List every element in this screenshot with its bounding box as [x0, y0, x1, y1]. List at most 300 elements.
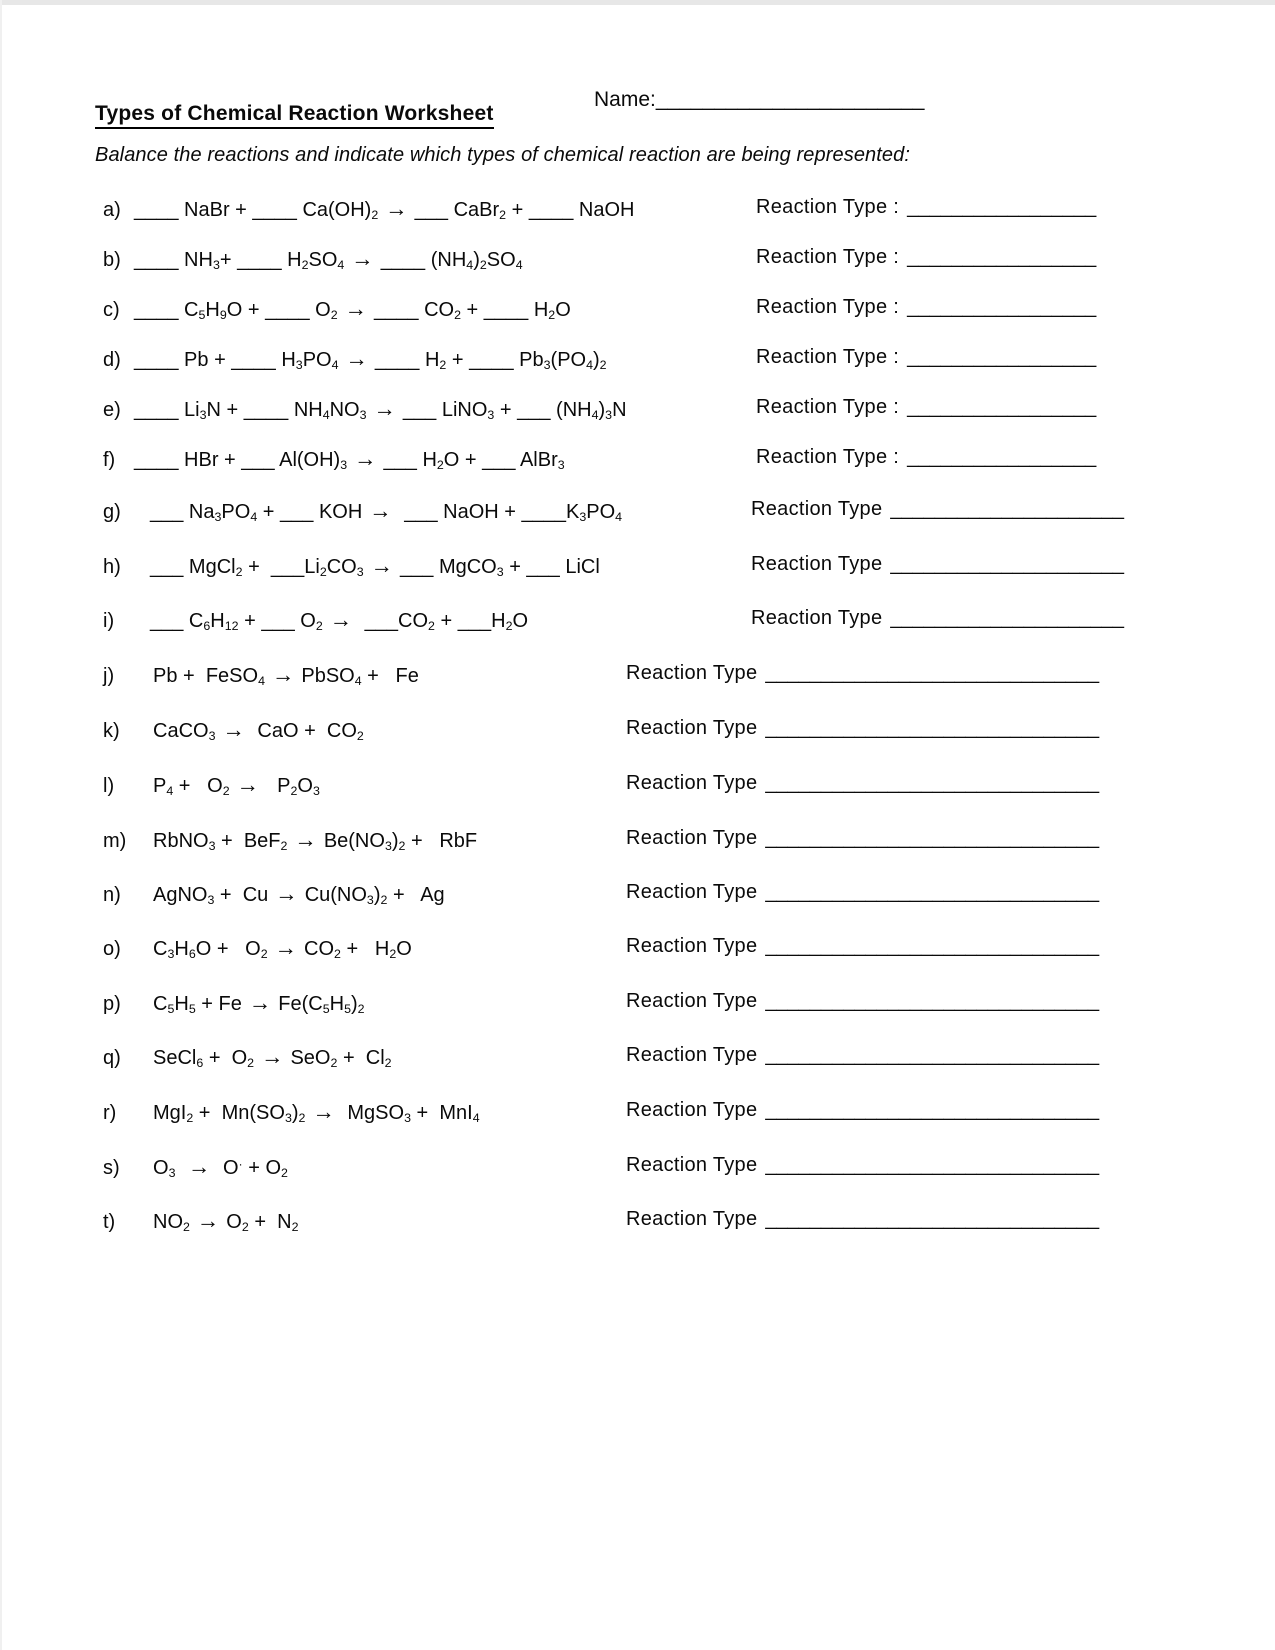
formula-subscript: 2: [222, 783, 230, 798]
formula-text: + ___ LiCl: [503, 556, 600, 578]
right-arrow-icon: →: [271, 662, 295, 687]
formula-superscript: ·: [238, 1156, 243, 1171]
reaction-type-field: [756, 196, 1096, 219]
formula-text: ____ (NH: [380, 249, 467, 271]
formula-text: MgSO: [341, 1102, 405, 1124]
problem-row: [103, 446, 1097, 476]
reaction-type-field: [626, 717, 1099, 740]
formula-text: C: [153, 938, 168, 960]
formula-text: PO: [221, 501, 251, 523]
reaction-type-label: Reaction Type: [626, 1208, 758, 1230]
formula-text: ): [593, 349, 600, 371]
formula-subscript: 2: [454, 307, 461, 322]
equation: [153, 881, 445, 907]
formula-subscript: 2: [548, 307, 556, 322]
right-arrow-icon: →: [275, 881, 298, 906]
problem-row: [103, 990, 1100, 1020]
item-label: d): [103, 349, 121, 371]
formula-subscript: 2: [436, 457, 444, 472]
reaction-type-field: [626, 990, 1099, 1013]
formula-subscript: 2: [260, 946, 268, 961]
formula-text: H: [210, 610, 225, 632]
formula-text: + ____ H: [219, 249, 302, 271]
problem-row: [103, 498, 1124, 528]
formula-text: + O: [173, 775, 223, 797]
formula-subscript: 5: [198, 307, 206, 322]
formula-subscript: 2: [371, 207, 379, 222]
formula-subscript: 3: [605, 407, 613, 422]
formula-subscript: 12: [224, 618, 239, 633]
formula-text: + RbF: [405, 830, 478, 852]
formula-text: ___ H: [383, 449, 437, 471]
equation: [153, 935, 412, 961]
reaction-type-field: [751, 607, 1124, 630]
problem-row: [103, 607, 1124, 637]
reaction-type-field: [626, 1154, 1099, 1177]
formula-subscript: 2: [186, 1110, 194, 1125]
problem-row: [103, 346, 1097, 376]
formula-text: ____ Li: [134, 399, 200, 421]
formula-subscript: 2: [247, 1055, 255, 1070]
formula-subscript: 6: [196, 1055, 204, 1070]
formula-text: SeO: [290, 1047, 331, 1069]
formula-text: AgNO: [153, 884, 208, 906]
formula-subscript: 5: [167, 1001, 175, 1016]
item-label: e): [103, 399, 121, 421]
reaction-type-field: [626, 881, 1099, 904]
problem-row: [103, 1208, 1100, 1238]
formula-subscript: 4: [615, 509, 623, 524]
reaction-type-blank-line: ______________________________: [765, 717, 1100, 739]
formula-subscript: 6: [188, 946, 196, 961]
right-arrow-icon: →: [261, 1044, 284, 1069]
formula-subscript: 5: [188, 1001, 196, 1016]
equation: [134, 246, 523, 272]
formula-text: + MnI: [410, 1102, 473, 1124]
formula-subscript: 2: [183, 1219, 190, 1234]
reaction-type-blank-line: ______________________________: [765, 935, 1100, 957]
formula-text: ): [350, 993, 358, 1015]
formula-text: (PO: [550, 349, 587, 371]
formula-text: RbNO: [153, 830, 209, 852]
formula-subscript: 3: [340, 457, 348, 472]
reaction-type-field: [626, 1208, 1099, 1231]
formula-subscript: 2: [330, 1055, 338, 1070]
problem-row: [103, 296, 1097, 326]
formula-subscript: 3: [312, 783, 320, 798]
equation: [134, 446, 565, 472]
formula-text: + O: [203, 1047, 248, 1069]
reaction-type-blank-line: _____________________: [890, 607, 1124, 629]
formula-text: ___CO: [359, 610, 429, 632]
formula-subscript: 4: [591, 407, 599, 422]
item-label: i): [103, 610, 115, 632]
problem-row: [103, 396, 1097, 426]
formula-text: H: [174, 993, 189, 1015]
equation: [150, 607, 529, 633]
reaction-type-blank-line: _________________: [907, 396, 1097, 418]
formula-subscript: 2: [499, 207, 507, 222]
reaction-type-label: Reaction Type: [626, 1099, 758, 1121]
formula-subscript: 3: [212, 257, 220, 272]
formula-text: ___ CaBr: [414, 199, 500, 221]
formula-text: Pb + FeSO: [153, 665, 259, 687]
formula-text: ____ NH: [134, 249, 213, 271]
formula-text: ___ C: [150, 610, 204, 632]
formula-subscript: 2: [298, 1110, 306, 1125]
formula-subscript: 3: [384, 838, 392, 853]
formula-text: ____ H: [374, 349, 440, 371]
formula-text: Be(NO: [323, 830, 385, 852]
reaction-type-field: [626, 1099, 1099, 1122]
problem-row: [103, 553, 1124, 583]
reaction-type-label: Reaction Type :: [756, 196, 900, 218]
equation: [153, 827, 478, 853]
reaction-type-blank-line: _________________: [907, 196, 1097, 218]
formula-text: CaCO: [153, 720, 209, 742]
reaction-type-label: Reaction Type: [626, 990, 758, 1012]
formula-text: NO: [153, 1211, 183, 1233]
formula-subscript: 2: [241, 1219, 249, 1234]
item-label: k): [103, 720, 120, 742]
right-arrow-icon: →: [222, 717, 245, 742]
formula-subscript: 3: [487, 407, 495, 422]
formula-subscript: 3: [295, 357, 303, 372]
formula-text: + ___Li: [242, 556, 320, 578]
formula-subscript: 4: [322, 407, 330, 422]
formula-text: ____ CO: [374, 299, 455, 321]
formula-text: + N: [248, 1211, 292, 1233]
formula-subscript: 2: [291, 1219, 299, 1234]
formula-subscript: 4: [515, 257, 523, 272]
item-label: l): [103, 775, 115, 797]
formula-subscript: 4: [466, 257, 474, 272]
problem-row: [103, 881, 1100, 911]
formula-subscript: 3: [199, 407, 207, 422]
item-label: p): [103, 993, 121, 1015]
formula-text: O + ___ AlBr: [443, 449, 558, 471]
right-arrow-icon: →: [385, 196, 408, 221]
formula-text: CO: [326, 556, 357, 578]
formula-subscript: 2: [319, 564, 327, 579]
problem-row: [103, 196, 1097, 226]
formula-text: PbSO: [301, 665, 355, 687]
reaction-type-label: Reaction Type: [626, 772, 758, 794]
page-title: Types of Chemical Reaction Worksheet: [95, 102, 494, 129]
right-arrow-icon: →: [354, 446, 377, 471]
formula-text: ): [598, 399, 606, 421]
reaction-type-field: [751, 498, 1124, 521]
reaction-type-blank-line: ______________________________: [765, 1044, 1100, 1066]
formula-text: ____ C: [134, 299, 199, 321]
formula-subscript: 3: [168, 1165, 176, 1180]
formula-text: O: [153, 1157, 169, 1179]
reaction-type-blank-line: ______________________________: [765, 881, 1100, 903]
formula-subscript: 4: [166, 783, 174, 798]
formula-subscript: 2: [281, 1165, 288, 1180]
name-label: Name:: [594, 88, 656, 111]
reaction-type-blank-line: ______________________________: [765, 662, 1100, 684]
formula-subscript: 3: [543, 357, 551, 372]
reaction-type-field: [626, 827, 1099, 850]
equation: [153, 1208, 299, 1234]
reaction-type-field: [626, 662, 1099, 685]
reaction-type-field: [756, 346, 1096, 369]
reaction-type-blank-line: _________________: [907, 446, 1097, 468]
reaction-type-field: [756, 246, 1096, 269]
item-label: t): [103, 1211, 116, 1233]
formula-subscript: 4: [331, 357, 339, 372]
reaction-type-field: [756, 396, 1096, 419]
formula-text: PO: [586, 501, 616, 523]
right-arrow-icon: →: [344, 296, 368, 321]
formula-subscript: 2: [398, 838, 406, 853]
formula-subscript: 3: [167, 946, 175, 961]
formula-subscript: 4: [258, 673, 265, 688]
formula-text: P: [153, 775, 167, 797]
reaction-type-label: Reaction Type: [751, 498, 883, 520]
formula-subscript: 3: [359, 407, 367, 422]
formula-text: + Cu: [214, 884, 269, 906]
scan-edge-top: [0, 0, 1275, 5]
formula-subscript: 4: [586, 357, 593, 372]
reaction-type-label: Reaction Type: [626, 662, 758, 684]
formula-subscript: 2: [479, 257, 487, 272]
formula-subscript: 2: [599, 357, 607, 372]
right-arrow-icon: →: [248, 990, 272, 1015]
formula-text: C: [153, 993, 168, 1015]
formula-text: H: [329, 993, 345, 1015]
item-label: c): [103, 299, 120, 321]
right-arrow-icon: →: [188, 1154, 211, 1179]
formula-text: + ___H: [434, 610, 506, 632]
reaction-type-blank-line: _____________________: [890, 498, 1124, 520]
reaction-type-field: [756, 446, 1096, 469]
right-arrow-icon: →: [236, 772, 260, 797]
name-field: [594, 88, 924, 112]
formula-subscript: 3: [208, 838, 216, 853]
formula-subscript: 4: [472, 1110, 480, 1125]
reaction-type-blank-line: _____________________: [890, 553, 1124, 575]
item-label: m): [103, 830, 127, 852]
formula-text: O: [297, 775, 313, 797]
formula-subscript: 9: [219, 307, 227, 322]
formula-text: Fe(C: [278, 993, 323, 1015]
formula-text: O: [555, 299, 571, 321]
problem-row: [103, 1099, 1100, 1129]
formula-subscript: 2: [389, 946, 397, 961]
formula-subscript: 2: [505, 618, 513, 633]
formula-text: ): [473, 249, 480, 271]
formula-text: + ____ Pb: [446, 349, 544, 371]
formula-subscript: 3: [496, 564, 504, 579]
item-label: o): [103, 938, 121, 960]
right-arrow-icon: →: [370, 553, 394, 578]
formula-subscript: 3: [366, 892, 374, 907]
formula-subscript: 2: [235, 564, 243, 579]
equation: [153, 990, 365, 1016]
formula-text: PO: [302, 349, 332, 371]
formula-text: ____ Pb + ____ H: [134, 349, 296, 371]
formula-text: ___ MgCl: [150, 556, 236, 578]
problem-row: [103, 935, 1100, 965]
formula-text: + Fe: [361, 665, 419, 687]
item-label: s): [103, 1157, 120, 1179]
reaction-type-blank-line: _________________: [907, 296, 1097, 318]
formula-text: O + ____ O: [226, 299, 331, 321]
reaction-type-label: Reaction Type: [626, 881, 758, 903]
reaction-type-label: Reaction Type: [626, 1154, 758, 1176]
reaction-type-blank-line: ______________________________: [765, 1099, 1100, 1121]
formula-text: O: [512, 610, 529, 632]
formula-subscript: 2: [356, 728, 364, 743]
formula-subscript: 2: [301, 257, 309, 272]
name-blank-line: _______________________: [655, 88, 925, 111]
formula-text: + Cl: [337, 1047, 385, 1069]
formula-text: + Fe: [195, 993, 242, 1015]
problem-row: [103, 662, 1100, 692]
formula-subscript: 3: [557, 457, 565, 472]
formula-text: ____ HBr + ___ Al(OH): [134, 449, 341, 471]
formula-text: NO: [329, 399, 360, 421]
equation: [134, 396, 627, 422]
formula-subscript: 3: [208, 728, 216, 743]
formula-text: + H: [340, 938, 390, 960]
item-label: r): [103, 1102, 117, 1124]
reaction-type-label: Reaction Type :: [756, 296, 900, 318]
equation: [153, 772, 320, 798]
formula-text: ___ LiNO: [402, 399, 488, 421]
right-arrow-icon: →: [369, 498, 392, 523]
problem-row: [103, 246, 1097, 276]
reaction-type-label: Reaction Type: [626, 717, 758, 739]
formula-text: + ___ KOH: [257, 501, 363, 523]
formula-text: [175, 1157, 181, 1179]
equation: [153, 717, 364, 743]
formula-text: N + ____ NH: [206, 399, 323, 421]
formula-text: + O: [242, 1157, 282, 1179]
item-label: n): [103, 884, 121, 906]
formula-subscript: 2: [380, 892, 388, 907]
equation: [150, 553, 600, 579]
item-label: g): [103, 501, 121, 523]
reaction-type-field: [626, 935, 1099, 958]
reaction-type-field: [751, 553, 1124, 576]
right-arrow-icon: →: [312, 1099, 335, 1124]
reaction-type-label: Reaction Type: [751, 553, 883, 575]
reaction-type-label: Reaction Type: [626, 1044, 758, 1066]
formula-text: ____ NaBr + ____ Ca(OH): [134, 199, 372, 221]
formula-subscript: 2: [439, 357, 447, 372]
formula-subscript: 2: [330, 307, 338, 322]
formula-text: ): [373, 884, 381, 906]
equation: [153, 1154, 288, 1180]
equation: [153, 1044, 392, 1070]
formula-text: CO: [304, 938, 335, 960]
reaction-type-blank-line: ______________________________: [765, 772, 1100, 794]
item-label: f): [103, 449, 116, 471]
formula-subscript: 3: [356, 564, 364, 579]
reaction-type-label: Reaction Type :: [756, 446, 900, 468]
formula-text: H: [205, 299, 220, 321]
reaction-type-label: Reaction Type: [626, 935, 758, 957]
equation: [134, 346, 607, 372]
formula-text: ): [291, 1102, 299, 1124]
formula-subscript: 2: [357, 1001, 365, 1016]
item-label: q): [103, 1047, 121, 1069]
equation: [150, 498, 623, 524]
reaction-type-blank-line: _________________: [907, 246, 1097, 268]
reaction-type-field: [626, 1044, 1099, 1067]
right-arrow-icon: →: [294, 827, 317, 852]
right-arrow-icon: →: [345, 346, 368, 371]
equation: [153, 662, 419, 688]
instructions-text: Balance the reactions and indicate which types of chemical reaction are being represented:: [95, 144, 911, 166]
scan-edge-left: [0, 0, 2, 1650]
formula-text: + ____ H: [461, 299, 549, 321]
reaction-type-blank-line: _________________: [907, 346, 1097, 368]
problem-row: [103, 1044, 1100, 1074]
formula-text: SO: [486, 249, 516, 271]
formula-text: + ____ NaOH: [506, 199, 635, 221]
formula-text: + Ag: [387, 884, 445, 906]
formula-subscript: 5: [322, 1001, 330, 1016]
formula-subscript: 5: [344, 1001, 351, 1016]
formula-text: + BeF: [215, 830, 281, 852]
problem-row: [103, 1154, 1100, 1184]
formula-text: H: [174, 938, 189, 960]
formula-subscript: 4: [354, 673, 362, 688]
right-arrow-icon: →: [196, 1208, 220, 1233]
formula-subscript: 3: [404, 1110, 411, 1125]
formula-text: ___ MgCO: [400, 556, 497, 578]
formula-subscript: 4: [337, 257, 345, 272]
reaction-type-label: Reaction Type: [751, 607, 883, 629]
equation: [153, 1099, 480, 1125]
equation: [134, 296, 571, 322]
formula-subscript: 6: [203, 618, 211, 633]
reaction-type-blank-line: ______________________________: [765, 1154, 1100, 1176]
item-label: h): [103, 556, 121, 578]
formula-text: SeCl: [153, 1047, 197, 1069]
formula-text: + Mn(SO: [193, 1102, 285, 1124]
item-label: j): [103, 665, 115, 687]
reaction-type-label: Reaction Type :: [756, 246, 900, 268]
formula-subscript: 4: [250, 509, 258, 524]
reaction-type-label: Reaction Type :: [756, 346, 900, 368]
formula-text: O: [396, 938, 412, 960]
problem-row: [103, 772, 1100, 802]
right-arrow-icon: →: [274, 935, 298, 960]
formula-subscript: 2: [384, 1055, 392, 1070]
right-arrow-icon: →: [329, 607, 353, 632]
formula-subscript: 3: [214, 509, 222, 524]
reaction-type-blank-line: ______________________________: [765, 827, 1100, 849]
problem-row: [103, 827, 1100, 857]
reaction-type-label: Reaction Type :: [756, 396, 900, 418]
formula-text: + ___ O: [238, 610, 316, 632]
formula-text: ___ Na: [150, 501, 215, 523]
formula-text: O: [217, 1157, 239, 1179]
right-arrow-icon: →: [351, 246, 374, 271]
formula-subscript: 2: [280, 838, 288, 853]
formula-subscript: 3: [284, 1110, 292, 1125]
formula-subscript: 2: [315, 618, 323, 633]
reaction-type-label: Reaction Type: [626, 827, 758, 849]
formula-text: Cu(NO: [304, 884, 367, 906]
item-label: a): [103, 199, 121, 221]
reaction-type-field: [626, 772, 1099, 795]
